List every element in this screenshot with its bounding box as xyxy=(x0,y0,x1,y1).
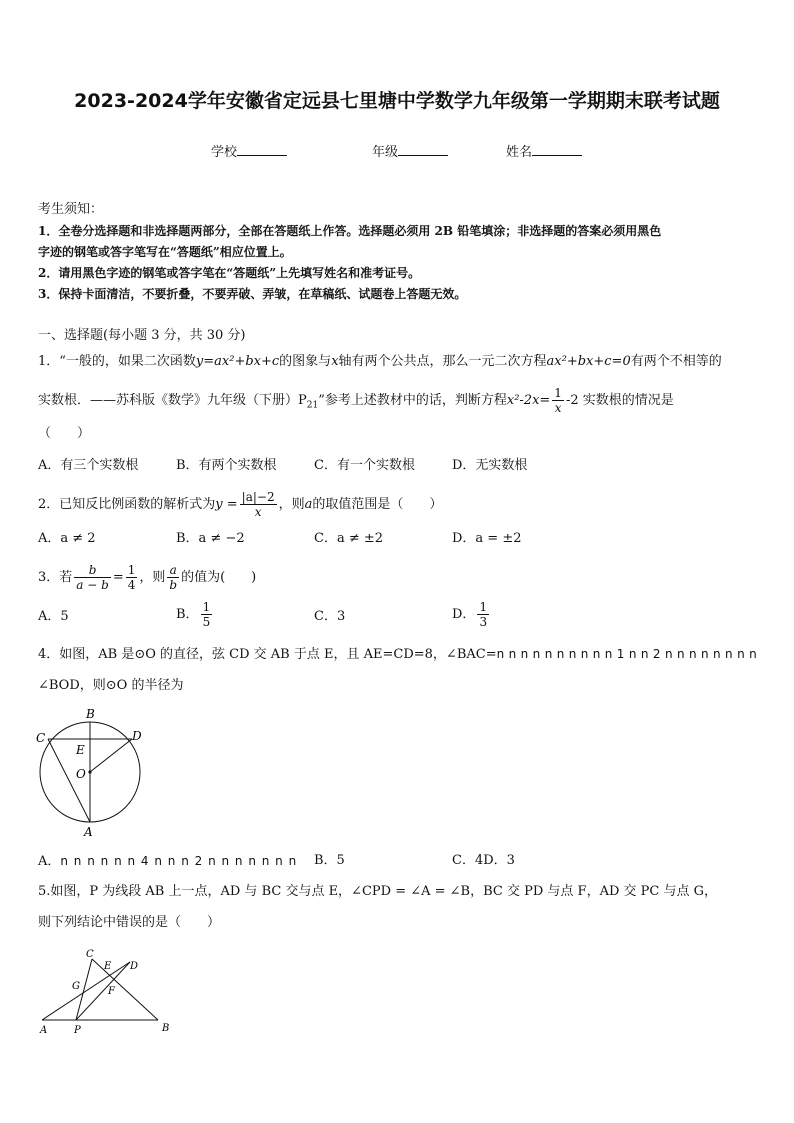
q1-option-c[interactable]: C．有一个实数根 xyxy=(314,458,415,473)
q1-text-a: 1．“一般的，如果二次函数 xyxy=(38,354,196,369)
label-f: F xyxy=(108,986,115,997)
question-1-line-2 xyxy=(38,386,674,416)
q2-fraction xyxy=(240,490,277,519)
question-1-line-1 xyxy=(38,352,722,372)
q3-frac3-den-var: b xyxy=(169,578,178,592)
q3-option-b-num: 1 xyxy=(202,600,211,614)
q3-fraction-1 xyxy=(74,563,111,592)
q1-frac-num: 1 xyxy=(554,386,562,400)
q1-text-d: 有两个不相等的 xyxy=(630,354,722,369)
grade-field[interactable] xyxy=(372,141,448,160)
q1-option-a[interactable]: A．有三个实数根 xyxy=(38,458,139,473)
label-o: O xyxy=(76,767,86,781)
q3-text-a: 3．若 xyxy=(38,570,73,585)
q4-text-1: 4．如图，AB 是⊙O 的直径，弦 CD 交 AB 于点 E，且 AE=CD=8，∠BAC= xyxy=(38,647,497,662)
q3-frac2-num: 1 xyxy=(127,563,136,577)
segment-od xyxy=(90,739,132,772)
q2-frac-den xyxy=(240,505,277,519)
q1-eq2-left: x²-2x= xyxy=(506,393,551,408)
q3-fraction-3 xyxy=(167,563,179,592)
label-d: D xyxy=(130,961,139,972)
q3-frac2-den: 4 xyxy=(127,578,136,592)
notice-heading: 考生须知： xyxy=(38,202,104,217)
label-b: B xyxy=(86,707,95,721)
label-c: C xyxy=(36,731,46,745)
label-d: D xyxy=(132,729,142,743)
q3-frac3-num xyxy=(167,563,179,578)
q3-fraction-2 xyxy=(126,563,138,592)
q3-text-c: 的值为( ) xyxy=(181,570,257,585)
q3-frac1-den-var: a − b xyxy=(76,578,109,592)
q1-page-sub: 21 xyxy=(306,400,319,411)
q3-frac1-num xyxy=(74,563,111,578)
q3-option-b[interactable] xyxy=(176,600,214,629)
q3-option-b-label: B． xyxy=(176,607,199,622)
label-e: E xyxy=(104,961,112,972)
name-blank[interactable] xyxy=(532,143,582,156)
notice-item-2: 2．请用黑色字迹的钢笔或答字笔在“答题纸”上先填写姓名和准考证号。 xyxy=(38,266,421,280)
q3-frac3-den xyxy=(167,578,179,592)
q2-frac-den-var: x xyxy=(254,505,262,519)
question-2 xyxy=(38,490,442,519)
q3-text-b: ，则 xyxy=(139,570,166,585)
segment-ad xyxy=(42,962,130,1020)
question-5-line-1: 5.如图，P 为线段 AB 上一点，AD 与 BC 交与点 E，∠CPD = ∠A = ∠B，BC 交 PD 与点 F，AD 交 PC 与点 G， xyxy=(38,884,717,899)
q2-frac-num: |a|−2 xyxy=(241,490,275,504)
label-g: G xyxy=(72,981,80,992)
q2-text-a: 2．已知反比例函数的解析式为 xyxy=(38,497,216,512)
name-label: 姓名 xyxy=(506,145,533,160)
grade-label: 年级 xyxy=(372,145,399,160)
q2-option-a[interactable]: A．a ≠ 2 xyxy=(38,531,96,546)
question-5-line-2: 则下列结论中错误的是（ ） xyxy=(38,915,221,930)
q1-x-var: x xyxy=(331,354,339,369)
q3-option-d[interactable] xyxy=(452,600,491,629)
label-e: E xyxy=(76,743,85,757)
q1-option-d[interactable]: D．无实数根 xyxy=(452,458,528,473)
page-title: 2023-2024学年安徽省定远县七里塘中学数学九年级第一学期期末联考试题 xyxy=(74,90,720,112)
q2-option-c[interactable]: C．a ≠ ±2 xyxy=(314,531,384,546)
label-a: A xyxy=(40,1025,48,1036)
q3-frac3-num-var: a xyxy=(169,563,177,577)
q2-option-d[interactable]: D．a = ±2 xyxy=(452,531,522,546)
q4-circle-figure xyxy=(32,702,152,842)
grade-blank[interactable] xyxy=(398,143,448,156)
q1-option-b[interactable]: B．有两个实数根 xyxy=(176,458,277,473)
q3-option-d-frac xyxy=(477,600,489,629)
school-label: 学校 xyxy=(211,145,238,160)
q1-fraction xyxy=(552,386,564,415)
q1-text-g: 实数根的情况是 xyxy=(582,393,674,408)
q3-eq: = xyxy=(112,570,124,585)
q3-frac1-num-var: b xyxy=(88,563,97,577)
q3-option-a[interactable]: A．5 xyxy=(38,609,69,624)
q1-frac-den-var: x xyxy=(554,401,562,415)
q2-option-b[interactable]: B．a ≠ −2 xyxy=(176,531,245,546)
label-b: B xyxy=(162,1023,170,1034)
q3-option-d-den: 3 xyxy=(479,615,488,629)
label-a: A xyxy=(84,825,93,839)
notice-item-1-line-1: 1．全卷分选择题和非选择题两部分，全部在答题纸上作答。选择题必须用 2B 铅笔填涂；非选择题的答案必须用黑色 xyxy=(38,224,662,238)
school-blank[interactable] xyxy=(237,143,287,156)
section-heading: 一、选择题(每小题 3 分，共 30 分) xyxy=(38,328,246,343)
q5-triangle-figure xyxy=(32,945,182,1040)
question-4-line-1 xyxy=(38,644,757,665)
q4-option-a-label: A． xyxy=(38,854,61,869)
label-p: P xyxy=(74,1025,81,1036)
q3-option-b-frac xyxy=(201,600,213,629)
q1-text-e: 实数根．——苏科版《数学》九年级（下册）P xyxy=(38,393,307,408)
q1-text-c: 轴有两个公共点，那么一元二次方程 xyxy=(338,354,547,369)
center-o-dot xyxy=(88,770,91,773)
q1-frac-den xyxy=(552,401,564,415)
q2-a-var: a xyxy=(304,497,313,512)
q4-garbled-text-1: n n n n n n n n n n 1 n n 2 n n n n n n n n xyxy=(496,647,757,661)
q2-text-c: 的取值范围是（ ） xyxy=(312,497,443,512)
q2-text-b: ，则 xyxy=(278,497,305,512)
school-field[interactable] xyxy=(211,141,287,160)
q4-option-a-garbled: n n n n n n 4 n n n 2 n n n n n n n xyxy=(60,854,298,868)
q3-option-c[interactable]: C．3 xyxy=(314,609,346,624)
q4-option-a[interactable] xyxy=(38,851,297,872)
question-4-line-2: ∠BOD，则⊙O 的半径为 xyxy=(38,678,184,693)
notice-item-3: 3．保持卡面清洁，不要折叠，不要弄破、弄皱，在草稿纸、试题卷上答题无效。 xyxy=(38,287,467,301)
q3-frac1-den xyxy=(74,578,111,592)
q4-option-b[interactable]: B．5 xyxy=(314,853,345,868)
q1-text-f: ”参考上述教材中的话，判断方程 xyxy=(318,393,507,408)
question-3 xyxy=(38,563,256,592)
q3-option-d-num: 1 xyxy=(479,600,488,614)
q1-text-b: 的图象与 xyxy=(279,354,332,369)
q1-equation: ax²+bx+c=0 xyxy=(546,354,631,369)
q1-eq2-right: -2 xyxy=(565,393,579,408)
name-field[interactable] xyxy=(506,141,582,160)
q4-option-cd[interactable]: C．4D．3 xyxy=(452,853,515,868)
question-1-paren: （ ） xyxy=(38,426,91,441)
q3-option-b-den: 5 xyxy=(202,615,211,629)
label-c: C xyxy=(86,949,94,960)
segment-bc xyxy=(92,959,158,1020)
q1-function: y=ax²+bx+c xyxy=(195,354,280,369)
q2-y-eq: y = xyxy=(215,497,238,512)
q3-option-d-label: D． xyxy=(452,607,476,622)
notice-item-1-line-2: 字迹的钢笔或答字笔写在“答题纸”相应位置上。 xyxy=(38,245,292,259)
